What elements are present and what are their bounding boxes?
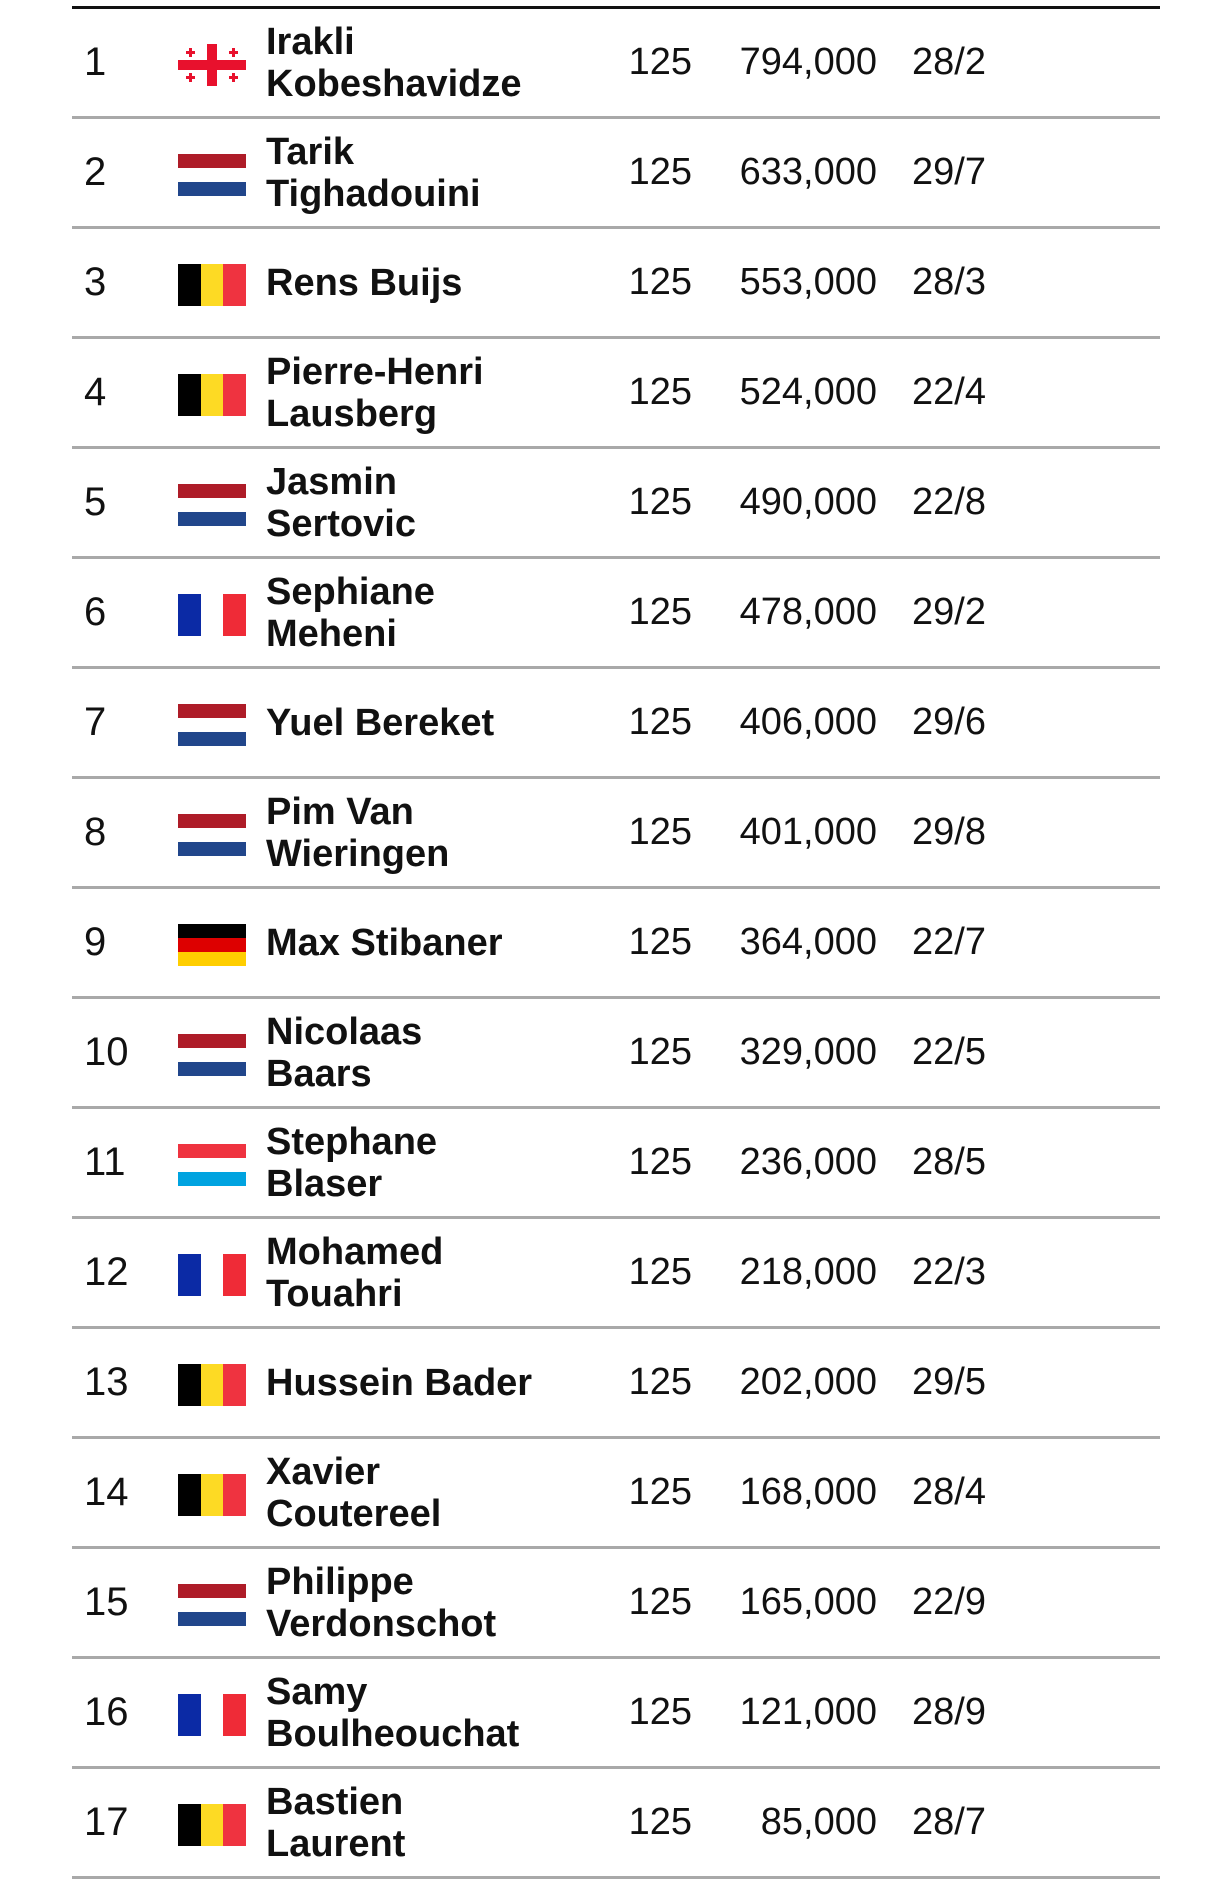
value-col-2: 364,000 [739, 921, 877, 963]
table-row [72, 669, 1160, 779]
belgium-flag-icon [178, 1474, 246, 1516]
value-col-3: 22/8 [912, 481, 986, 523]
value-col-3: 28/2 [912, 41, 986, 83]
value-col-2: 165,000 [739, 1581, 877, 1623]
player-name: Nicolaas Baars [266, 1010, 423, 1095]
value-col-2: 202,000 [739, 1361, 877, 1403]
table-row [72, 1109, 1160, 1219]
value-col-3: 28/5 [912, 1141, 986, 1183]
value-col-3: 29/2 [912, 591, 986, 633]
player-name: Philippe Verdonschot [266, 1560, 497, 1645]
value-col-1: 125 [628, 481, 692, 523]
value-col-3: 22/9 [912, 1581, 986, 1623]
value-col-2: 524,000 [739, 371, 877, 413]
value-col-2: 168,000 [739, 1471, 877, 1513]
player-name: Mohamed Touahri [266, 1230, 444, 1315]
player-name: Sephiane Meheni [266, 570, 435, 655]
table-row [72, 999, 1160, 1109]
belgium-flag-icon [178, 374, 246, 416]
table-row [72, 119, 1160, 229]
table-row [72, 559, 1160, 669]
rank-number: 13 [84, 1360, 129, 1404]
value-col-1: 125 [628, 1361, 692, 1403]
value-col-2: 121,000 [739, 1691, 877, 1733]
value-col-1: 125 [628, 1251, 692, 1293]
value-col-3: 29/8 [912, 811, 986, 853]
table-row [72, 1219, 1160, 1329]
rank-number: 8 [84, 810, 107, 854]
player-name: Tarik Tighadouini [266, 130, 481, 215]
value-col-3: 22/5 [912, 1031, 986, 1073]
value-col-2: 553,000 [739, 261, 877, 303]
georgia-flag-icon [178, 44, 246, 86]
value-col-2: 329,000 [739, 1031, 877, 1073]
player-name: Samy Boulheouchat [266, 1670, 520, 1755]
value-col-1: 125 [628, 811, 692, 853]
value-col-1: 125 [628, 1691, 692, 1733]
value-col-2: 85,000 [760, 1801, 877, 1843]
value-col-1: 125 [628, 701, 692, 743]
luxembourg-flag-icon [178, 1144, 246, 1186]
value-col-2: 478,000 [739, 591, 877, 633]
table-row [72, 1439, 1160, 1549]
rank-number: 14 [84, 1470, 129, 1514]
value-col-3: 22/4 [912, 371, 986, 413]
rank-number: 10 [84, 1030, 129, 1074]
value-col-1: 125 [628, 371, 692, 413]
table-row [72, 339, 1160, 449]
rank-number: 12 [84, 1250, 129, 1294]
table-row [72, 229, 1160, 339]
netherlands-flag-icon [178, 154, 246, 196]
rank-number: 11 [84, 1140, 126, 1184]
table-row [72, 779, 1160, 889]
value-col-3: 22/7 [912, 921, 986, 963]
rank-number: 4 [84, 370, 107, 414]
value-col-2: 236,000 [739, 1141, 877, 1183]
rank-number: 6 [84, 590, 107, 634]
value-col-2: 218,000 [739, 1251, 877, 1293]
value-col-1: 125 [628, 1581, 692, 1623]
france-flag-icon [178, 1694, 246, 1736]
netherlands-flag-icon [178, 1034, 246, 1076]
player-name: Rens Buijs [266, 261, 463, 304]
germany-flag-icon [178, 924, 246, 966]
player-name: Pim Van Wieringen [266, 790, 450, 875]
value-col-2: 633,000 [739, 151, 877, 193]
table-row [72, 1659, 1160, 1769]
value-col-1: 125 [628, 1141, 692, 1183]
rank-number: 2 [84, 150, 107, 194]
belgium-flag-icon [178, 1364, 246, 1406]
value-col-2: 401,000 [739, 811, 877, 853]
value-col-1: 125 [628, 261, 692, 303]
table-row [72, 889, 1160, 999]
player-name: Yuel Bereket [266, 701, 495, 744]
france-flag-icon [178, 1254, 246, 1296]
value-col-1: 125 [628, 591, 692, 633]
table-row [72, 1329, 1160, 1439]
value-col-3: 29/6 [912, 701, 986, 743]
value-col-2: 794,000 [739, 41, 877, 83]
netherlands-flag-icon [178, 1584, 246, 1626]
value-col-3: 28/4 [912, 1471, 986, 1513]
player-name: Pierre-Henri Lausberg [266, 350, 484, 435]
value-col-1: 125 [628, 921, 692, 963]
rank-number: 7 [84, 700, 107, 744]
rank-number: 9 [84, 920, 107, 964]
value-col-3: 28/3 [912, 261, 986, 303]
rank-number: 3 [84, 260, 107, 304]
player-name: Bastien Laurent [266, 1780, 406, 1865]
player-name: Xavier Coutereel [266, 1450, 442, 1535]
rank-number: 17 [84, 1800, 129, 1844]
player-name: Hussein Bader [266, 1361, 533, 1404]
value-col-3: 29/7 [912, 151, 986, 193]
value-col-1: 125 [628, 41, 692, 83]
netherlands-flag-icon [178, 814, 246, 856]
belgium-flag-icon [178, 264, 246, 306]
netherlands-flag-icon [178, 704, 246, 746]
table-row [72, 1769, 1160, 1879]
france-flag-icon [178, 594, 246, 636]
table-row [72, 449, 1160, 559]
value-col-1: 125 [628, 151, 692, 193]
table-row [72, 1549, 1160, 1659]
value-col-2: 490,000 [739, 481, 877, 523]
rank-number: 16 [84, 1690, 129, 1734]
value-col-1: 125 [628, 1801, 692, 1843]
value-col-3: 28/7 [912, 1801, 986, 1843]
player-name: Max Stibaner [266, 921, 503, 964]
ranking-table [72, 6, 1160, 1879]
rank-number: 5 [84, 480, 107, 524]
value-col-2: 406,000 [739, 701, 877, 743]
player-name: Jasmin Sertovic [266, 460, 416, 545]
table-row [72, 9, 1160, 119]
value-col-3: 22/3 [912, 1251, 986, 1293]
belgium-flag-icon [178, 1804, 246, 1846]
rank-number: 15 [84, 1580, 129, 1624]
value-col-1: 125 [628, 1031, 692, 1073]
player-name: Stephane Blaser [266, 1120, 438, 1205]
netherlands-flag-icon [178, 484, 246, 526]
rank-number: 1 [84, 40, 107, 84]
value-col-1: 125 [628, 1471, 692, 1513]
value-col-3: 29/5 [912, 1361, 986, 1403]
player-name: Irakli Kobeshavidze [266, 20, 522, 105]
value-col-3: 28/9 [912, 1691, 986, 1733]
